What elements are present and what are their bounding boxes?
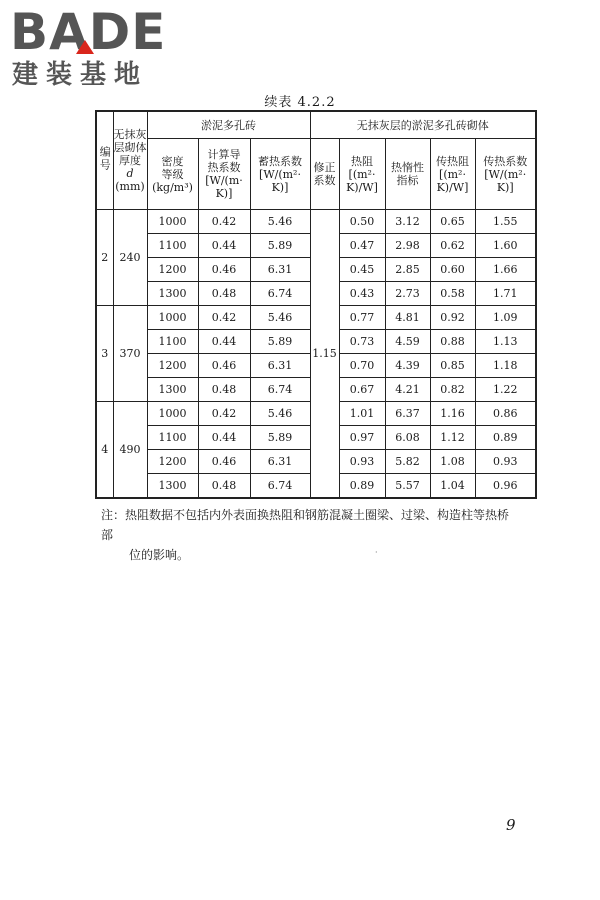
cell-transfer-resistance: 0.82: [430, 378, 475, 402]
cell-transfer-resistance: 1.12: [430, 426, 475, 450]
cell-transfer-resistance: 0.62: [430, 234, 475, 258]
cell-transfer-coefficient: 1.66: [475, 258, 536, 282]
header-line: (mm): [115, 180, 145, 193]
logo-subtitle: 建装基地: [12, 60, 149, 90]
cell-transfer-resistance: 0.65: [430, 210, 475, 234]
cell-resistance: 0.73: [339, 330, 385, 354]
footnote-line1: 热阻数据不包括内外表面换热阻和钢筋混凝土圈梁、过梁、构造柱等热桥部: [101, 508, 510, 542]
cell-transfer-coefficient: 1.60: [475, 234, 536, 258]
cell-transfer-coefficient: 0.93: [475, 450, 536, 474]
cell-transfer-resistance: 1.04: [430, 474, 475, 499]
cell-storage: 5.89: [250, 234, 310, 258]
cell-inertia: 2.85: [385, 258, 430, 282]
cell-conductivity: 0.46: [198, 258, 250, 282]
cell-conductivity: 0.48: [198, 378, 250, 402]
footnote: [101, 505, 521, 565]
header-transfer-coefficient: [475, 139, 536, 210]
cell-inertia: 4.59: [385, 330, 430, 354]
cell-density: 1100: [147, 330, 198, 354]
cell-resistance: 0.89: [339, 474, 385, 499]
cell-inertia: 3.12: [385, 210, 430, 234]
header-line: K)]: [215, 187, 233, 200]
cell-transfer-coefficient: 0.96: [475, 474, 536, 499]
header-line: 系数: [313, 174, 336, 187]
cell-inertia: 5.82: [385, 450, 430, 474]
header-storage: [250, 139, 310, 210]
cell-storage: 6.74: [250, 378, 310, 402]
cell-density: 1300: [147, 474, 198, 499]
header-num: 编号: [96, 111, 113, 210]
header-line: 热系数: [207, 161, 241, 174]
cell-conductivity: 0.42: [198, 210, 250, 234]
cell-storage: 5.89: [250, 426, 310, 450]
logo-wordmark: BADE: [10, 3, 167, 61]
cell-storage: 5.46: [250, 210, 310, 234]
cell-thickness: 240: [113, 210, 147, 306]
header-line: 密度: [161, 154, 184, 168]
cell-inertia: 4.39: [385, 354, 430, 378]
cell-storage: 5.46: [250, 402, 310, 426]
header-line: 计算导: [207, 148, 241, 161]
header-line: 传热阻: [436, 154, 469, 168]
header-line: 热阻: [351, 154, 373, 168]
table-body: [96, 210, 536, 499]
cell-conductivity: 0.46: [198, 354, 250, 378]
cell-storage: 6.31: [250, 354, 310, 378]
cell-inertia: 5.57: [385, 474, 430, 499]
cell-transfer-coefficient: 0.89: [475, 426, 536, 450]
cell-density: 1300: [147, 282, 198, 306]
cell-transfer-coefficient: 0.86: [475, 402, 536, 426]
header-line: 无抹灰: [113, 128, 147, 141]
thermal-data-table: [95, 110, 537, 499]
cell-conductivity: 0.44: [198, 330, 250, 354]
cell-transfer-resistance: 1.08: [430, 450, 475, 474]
header-line: 厚度: [119, 154, 141, 167]
cell-resistance: 0.43: [339, 282, 385, 306]
cell-storage: 6.74: [250, 474, 310, 499]
cell-transfer-coefficient: 1.55: [475, 210, 536, 234]
cell-inertia: 4.21: [385, 378, 430, 402]
cell-inertia: 6.08: [385, 426, 430, 450]
header-resistance: [339, 139, 385, 210]
bade-logo: [10, 4, 180, 90]
cell-transfer-resistance: 0.60: [430, 258, 475, 282]
logo-accent-triangle: [76, 40, 94, 54]
cell-density: 1000: [147, 402, 198, 426]
cell-transfer-resistance: 0.58: [430, 282, 475, 306]
header-density: [147, 139, 198, 210]
cell-thickness: 490: [113, 402, 147, 499]
cell-transfer-coefficient: 1.09: [475, 306, 536, 330]
cell-transfer-coefficient: 1.18: [475, 354, 536, 378]
cell-conductivity: 0.44: [198, 426, 250, 450]
cell-density: 1100: [147, 234, 198, 258]
header-line: 层砌体: [113, 141, 147, 154]
cell-storage: 6.74: [250, 282, 310, 306]
cell-resistance: 0.93: [339, 450, 385, 474]
cell-conductivity: 0.42: [198, 306, 250, 330]
cell-inertia: 2.73: [385, 282, 430, 306]
cell-storage: 5.46: [250, 306, 310, 330]
header-line: 修正: [313, 161, 336, 174]
header-group-masonry: 无抹灰层的淤泥多孔砖砌体: [310, 111, 536, 139]
table-row: [96, 210, 536, 234]
cell-transfer-coefficient: 1.13: [475, 330, 536, 354]
header-line: 等级: [161, 167, 184, 181]
cell-resistance: 0.67: [339, 378, 385, 402]
cell-density: 1200: [147, 450, 198, 474]
header-line: [W/(m²·: [259, 167, 301, 181]
header-line: [(m²·: [439, 167, 466, 181]
cell-density: 1200: [147, 258, 198, 282]
cell-density: 1300: [147, 378, 198, 402]
header-group-brick: 淤泥多孔砖: [147, 111, 310, 139]
header-inertia: [385, 139, 430, 210]
cell-resistance: 0.47: [339, 234, 385, 258]
cell-resistance: 0.70: [339, 354, 385, 378]
cell-resistance: 0.50: [339, 210, 385, 234]
cell-transfer-coefficient: 1.22: [475, 378, 536, 402]
header-line: [W/(m²·: [484, 167, 527, 181]
footnote-label: 注：: [101, 508, 126, 522]
cell-density: 1000: [147, 306, 198, 330]
cell-num: 3: [96, 306, 113, 402]
cell-storage: 5.89: [250, 330, 310, 354]
cell-density: 1200: [147, 354, 198, 378]
footnote-line2: 位的影响。: [129, 548, 190, 562]
cell-thickness: 370: [113, 306, 147, 402]
header-line: 热惰性: [391, 161, 424, 174]
cell-inertia: 4.81: [385, 306, 430, 330]
header-line: [(m²·: [348, 167, 376, 181]
cell-storage: 6.31: [250, 258, 310, 282]
cell-conductivity: 0.42: [198, 402, 250, 426]
header-correction: [310, 139, 339, 210]
cell-transfer-resistance: 0.88: [430, 330, 475, 354]
cell-density: 1000: [147, 210, 198, 234]
cell-transfer-coefficient: 1.71: [475, 282, 536, 306]
cell-conductivity: 0.46: [198, 450, 250, 474]
cell-inertia: 2.98: [385, 234, 430, 258]
header-transfer-resistance: [430, 139, 475, 210]
header-line: 蓄热系数: [258, 154, 302, 168]
header-line: K)]: [496, 180, 514, 194]
header-line: 指标: [396, 174, 419, 187]
cell-resistance: 0.97: [339, 426, 385, 450]
header-line: K)/W]: [436, 180, 469, 194]
cell-conductivity: 0.48: [198, 282, 250, 306]
header-line: K)]: [271, 180, 289, 194]
cell-resistance: 0.77: [339, 306, 385, 330]
table-caption: 续表 4.2.2: [264, 95, 336, 110]
header-line: d: [126, 167, 134, 180]
header-line: (kg/m³): [152, 180, 193, 194]
cell-transfer-resistance: 0.92: [430, 306, 475, 330]
cell-conductivity: 0.48: [198, 474, 250, 499]
header-line: 传热系数: [483, 154, 528, 168]
cell-resistance: 1.01: [339, 402, 385, 426]
cell-transfer-resistance: 1.16: [430, 402, 475, 426]
stray-mark: ·: [375, 548, 378, 557]
cell-storage: 6.31: [250, 450, 310, 474]
header-thickness: [113, 111, 147, 210]
header-line: [W/(m·: [205, 174, 243, 187]
cell-density: 1100: [147, 426, 198, 450]
cell-inertia: 6.37: [385, 402, 430, 426]
header-conductivity: [198, 139, 250, 210]
cell-conductivity: 0.44: [198, 234, 250, 258]
cell-correction: 1.15: [310, 210, 339, 499]
cell-num: 2: [96, 210, 113, 306]
cell-transfer-resistance: 0.85: [430, 354, 475, 378]
cell-resistance: 0.45: [339, 258, 385, 282]
page-number: 9: [506, 816, 516, 834]
header-line: K)/W]: [346, 180, 378, 194]
cell-num: 4: [96, 402, 113, 499]
